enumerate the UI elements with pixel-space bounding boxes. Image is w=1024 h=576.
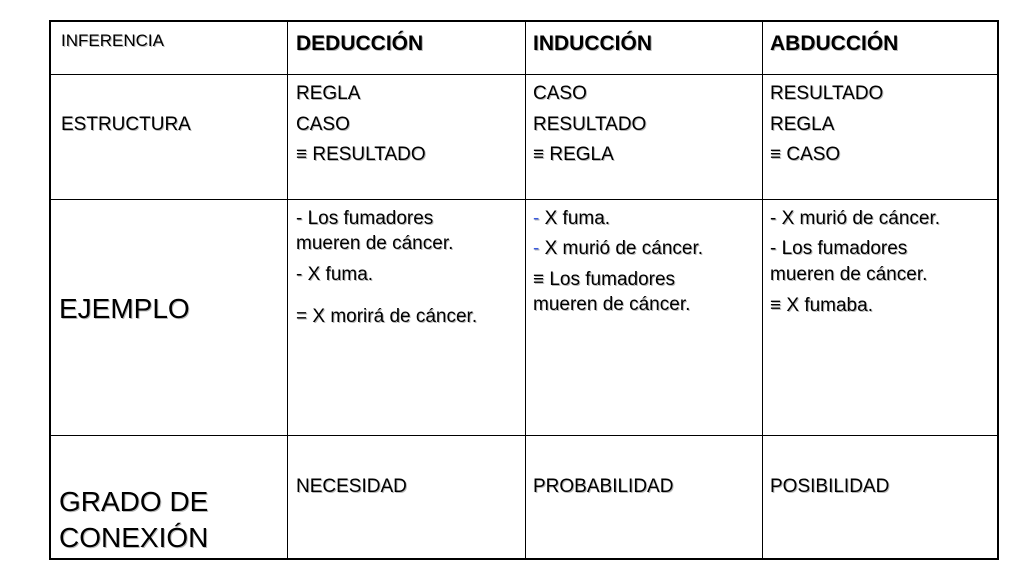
ejemplo-induccion-line2	[533, 239, 703, 258]
ejemplo-induccion-line1	[533, 209, 610, 228]
estructura-induccion-3: ≡ REGLA	[533, 144, 614, 165]
ejemplo-abduccion-line2b: mueren de cáncer.	[770, 264, 928, 285]
estructura-induccion-2: RESULTADO	[533, 114, 647, 135]
row-label-grado-line1: GRADO DE	[59, 486, 209, 517]
estructura-abduccion-1: RESULTADO	[770, 83, 884, 104]
ejemplo-induccion-line3b: mueren de cáncer.	[533, 294, 691, 315]
row-divider	[51, 74, 997, 75]
estructura-abduccion-2: REGLA	[770, 114, 835, 135]
ejemplo-abduccion-line1: - X murió de cáncer.	[770, 208, 941, 229]
row-label-estructura: ESTRUCTURA	[61, 114, 191, 135]
bullet-dash: -	[533, 208, 540, 229]
ejemplo-deduccion-line1a: - Los fumadores	[296, 208, 434, 229]
row-divider	[51, 435, 997, 436]
estructura-induccion-1: CASO	[533, 83, 587, 104]
estructura-deduccion-1: REGLA	[296, 83, 361, 104]
ejemplo-induccion-line2-text: X murió de cáncer.	[539, 238, 704, 259]
column-divider	[525, 22, 526, 558]
ejemplo-induccion-line1-text: X fuma.	[539, 208, 611, 229]
ejemplo-deduccion-line3: = X morirá de cáncer.	[296, 306, 478, 327]
estructura-deduccion-3: ≡ RESULTADO	[296, 144, 426, 165]
column-divider	[287, 22, 288, 558]
ejemplo-induccion-line3a: ≡ Los fumadores	[533, 269, 676, 290]
ejemplo-abduccion-line2a: - Los fumadores	[770, 238, 908, 259]
ejemplo-abduccion-line3: ≡ X fumaba.	[770, 295, 873, 316]
column-divider	[762, 22, 763, 558]
row-divider	[51, 199, 997, 200]
header-induccion: INDUCCIÓN	[533, 32, 652, 55]
grado-induccion: PROBABILIDAD	[533, 476, 674, 497]
row-label-ejemplo: EJEMPLO	[59, 293, 190, 324]
header-inferencia: INFERENCIA	[61, 31, 164, 50]
header-abduccion: ABDUCCIÓN	[770, 32, 899, 55]
grado-abduccion: POSIBILIDAD	[770, 476, 890, 497]
header-deduccion: DEDUCCIÓN	[296, 32, 424, 55]
bullet-dash: -	[533, 238, 540, 259]
row-label-grado-line2: CONEXIÓN	[59, 522, 209, 553]
estructura-abduccion-3: ≡ CASO	[770, 144, 841, 165]
ejemplo-deduccion-line1b: mueren de cáncer.	[296, 233, 454, 254]
ejemplo-deduccion-line2: - X fuma.	[296, 264, 374, 285]
grado-deduccion: NECESIDAD	[296, 476, 407, 497]
estructura-deduccion-2: CASO	[296, 114, 350, 135]
